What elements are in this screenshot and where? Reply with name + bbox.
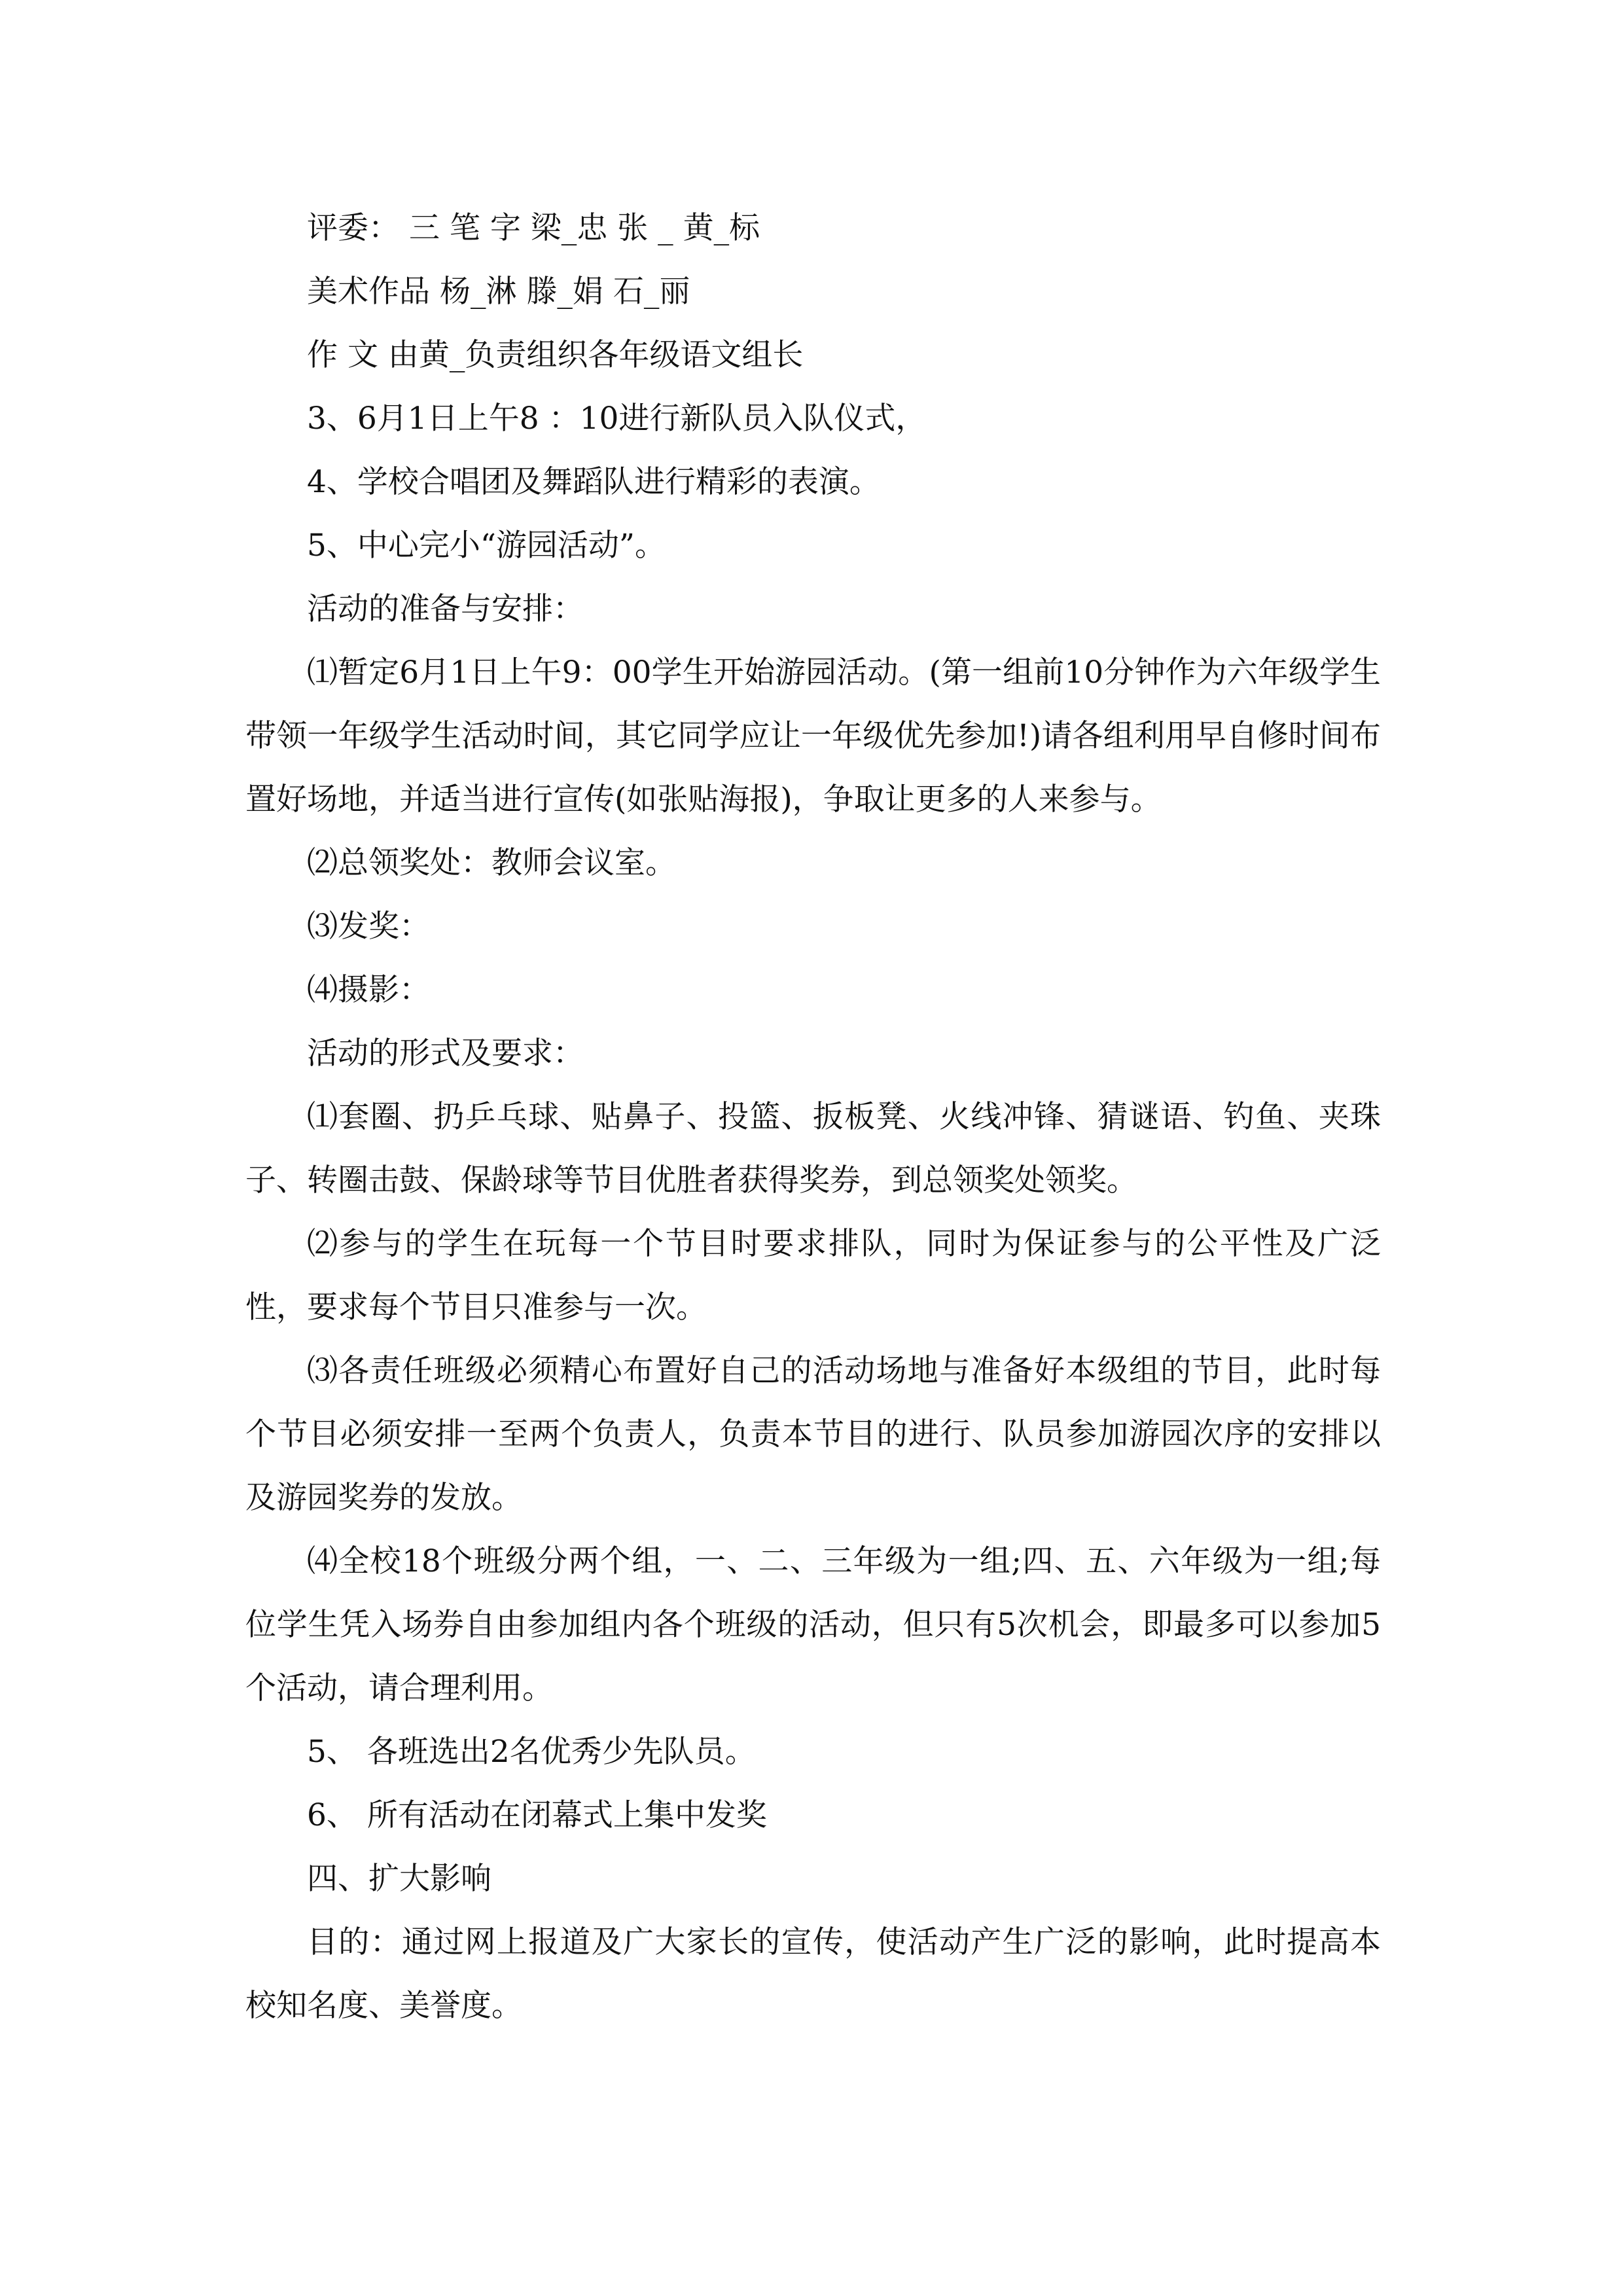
item-6-awards: 6、 所有活动在闭幕式上集中发奖 xyxy=(307,1797,767,1833)
section-heading-influence: 四、扩大影响 xyxy=(307,1861,491,1897)
section-heading-format: 活动的形式及要求： xyxy=(307,1035,584,1071)
item-5-garden-activity: 5、中心完小“游园活动”。 xyxy=(307,528,666,564)
influence-purpose: 目的：通过网上报道及广大家长的宣传，使活动产生广泛的影响，此时提高本校知名度、美誉度。 xyxy=(245,1924,1381,2024)
judges-line: 评委： 三 笔 字 梁_忠 张 _ 黄_标 xyxy=(307,210,760,246)
composition-line: 作 文 由黄_负责组织各年级语文组长 xyxy=(307,337,804,373)
format-item-4: ⑷全校18个班级分两个组，一、二、三年级为一组;四、五、六年级为一组;每位学生凭入场券自由参加组内各个班级的活动，但只有5次机会，即最多可以参加5个活动，请合理利用。 xyxy=(245,1543,1381,1706)
format-item-3: ⑶各责任班级必须精心布置好自己的活动场地与准备好本级组的节目，此时每个节目必须安排一至两个负责人，负责本节目的进行、队员参加游园次序的安排以及游园奖券的发放。 xyxy=(245,1353,1381,1516)
preparation-item-3: ⑶发奖： xyxy=(307,908,430,944)
art-works-line: 美术作品 杨_淋 滕_娟 石_丽 xyxy=(307,274,690,310)
format-item-2: ⑵参与的学生在玩每一个节目时要求排队，同时为保证参与的公平性及广泛性，要求每个节目只准参与一次。 xyxy=(245,1226,1381,1325)
format-item-1: ⑴套圈、扔乒乓球、贴鼻子、投篮、扳板凳、火线冲锋、猜谜语、钓鱼、夹珠子、转圈击鼓、保龄球等节目优胜者获得奖券，到总领奖处领奖。 xyxy=(245,1099,1381,1198)
preparation-item-2: ⑵总领奖处：教师会议室。 xyxy=(307,845,676,881)
preparation-item-1: ⑴暂定6月1日上午9：00学生开始游园活动。(第一组前10分钟作为六年级学生带领一年级学生活动时间，其它同学应让一年级优先参加!)请各组利用早自修时间布置好场地，并适当进行宣传(如张贴海报)，争取让更多的人来参与。 xyxy=(245,655,1381,817)
section-heading-preparation: 活动的准备与安排： xyxy=(307,591,584,627)
item-5-select-members: 5、 各班选出2名优秀少先队员。 xyxy=(307,1734,756,1770)
preparation-item-4: ⑷摄影： xyxy=(307,972,430,1008)
item-3-induction: 3、6月1日上午8 ：10进行新队员入队仪式， xyxy=(307,401,927,437)
item-4-performance: 4、学校合唱团及舞蹈队进行精彩的表演。 xyxy=(307,464,880,500)
document-body xyxy=(245,196,1381,2037)
